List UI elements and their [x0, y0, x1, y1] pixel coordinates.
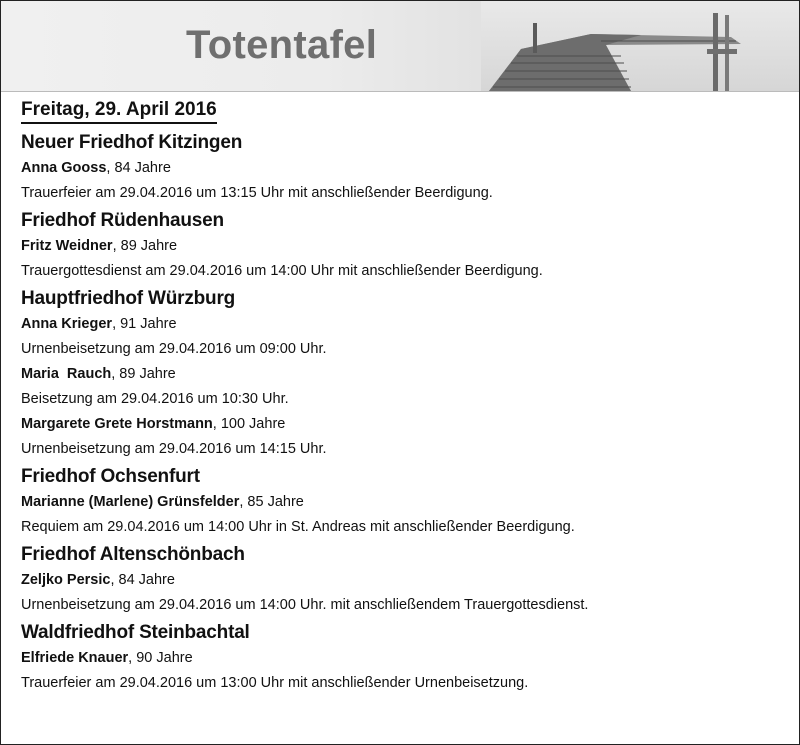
- deceased-entry: [21, 650, 781, 666]
- deceased-age: , 91 Jahre: [112, 316, 177, 332]
- deceased-name: Maria Rauch: [21, 366, 112, 382]
- date-heading: Freitag, 29. April 2016: [21, 99, 217, 124]
- deceased-name: Margarete Grete Horstmann: [21, 416, 213, 432]
- deceased-name: Anna Krieger: [21, 316, 113, 332]
- service-details: Beisetzung am 29.04.2016 um 10:30 Uhr.: [21, 391, 289, 407]
- service-details: Urnenbeisetzung am 29.04.2016 um 14:15 Uhr.: [21, 441, 327, 457]
- cemetery-section: [21, 544, 781, 613]
- deceased-name: Elfriede Knauer: [21, 650, 129, 666]
- pier-illustration: [481, 1, 799, 91]
- deceased-entry: [21, 316, 781, 332]
- header-banner: [1, 1, 799, 92]
- deceased-entry: [21, 366, 781, 382]
- cemetery-section: [21, 288, 781, 457]
- service-details: Trauergottesdienst am 29.04.2016 um 14:00 Uhr mit anschließender Beerdigung.: [21, 263, 543, 279]
- service-details: Trauerfeier am 29.04.2016 um 13:00 Uhr mit anschließender Urnenbeisetzung.: [21, 675, 529, 691]
- page-title: Totentafel: [186, 23, 378, 67]
- deceased-age: , 90 Jahre: [128, 650, 193, 666]
- cemetery-section: [21, 622, 781, 691]
- cemetery-section: [21, 466, 781, 535]
- cemetery-name: Friedhof Ochsenfurt: [21, 466, 200, 487]
- service-details: Urnenbeisetzung am 29.04.2016 um 14:00 Uhr. mit anschließendem Trauergottesdienst.: [21, 597, 589, 613]
- cemetery-name: Waldfriedhof Steinbachtal: [21, 622, 250, 643]
- deceased-age: , 100 Jahre: [212, 416, 286, 432]
- service-details: Trauerfeier am 29.04.2016 um 13:15 Uhr mit anschließender Beerdigung.: [21, 185, 493, 201]
- deceased-entry: [21, 572, 781, 588]
- deceased-name: Zeljko Persic: [21, 572, 111, 588]
- deceased-age: , 89 Jahre: [112, 238, 178, 254]
- cemetery-name: Neuer Friedhof Kitzingen: [21, 132, 243, 153]
- cemetery-section: [21, 210, 781, 279]
- deceased-entry: [21, 160, 781, 176]
- obituary-content: [21, 99, 781, 700]
- cemetery-name: Friedhof Rüdenhausen: [21, 210, 224, 231]
- deceased-age: , 85 Jahre: [239, 494, 304, 510]
- deceased-age: , 89 Jahre: [111, 366, 176, 382]
- cemetery-name: Hauptfriedhof Würzburg: [21, 288, 236, 309]
- cemetery-name: Friedhof Altenschönbach: [21, 544, 245, 565]
- deceased-age: , 84 Jahre: [106, 160, 171, 176]
- service-details: Urnenbeisetzung am 29.04.2016 um 09:00 Uhr.: [21, 341, 327, 357]
- service-details: Requiem am 29.04.2016 um 14:00 Uhr in St. Andreas mit anschließender Beerdigung.: [21, 519, 575, 535]
- cemetery-section: [21, 132, 781, 201]
- deceased-age: , 84 Jahre: [110, 572, 175, 588]
- deceased-name: Anna Gooss: [21, 160, 107, 176]
- deceased-entry: [21, 494, 781, 510]
- deceased-entry: [21, 238, 781, 254]
- deceased-name: Marianne (Marlene) Grünsfelder: [21, 494, 240, 510]
- deceased-name: Fritz Weidner: [21, 238, 113, 254]
- deceased-entry: [21, 416, 781, 432]
